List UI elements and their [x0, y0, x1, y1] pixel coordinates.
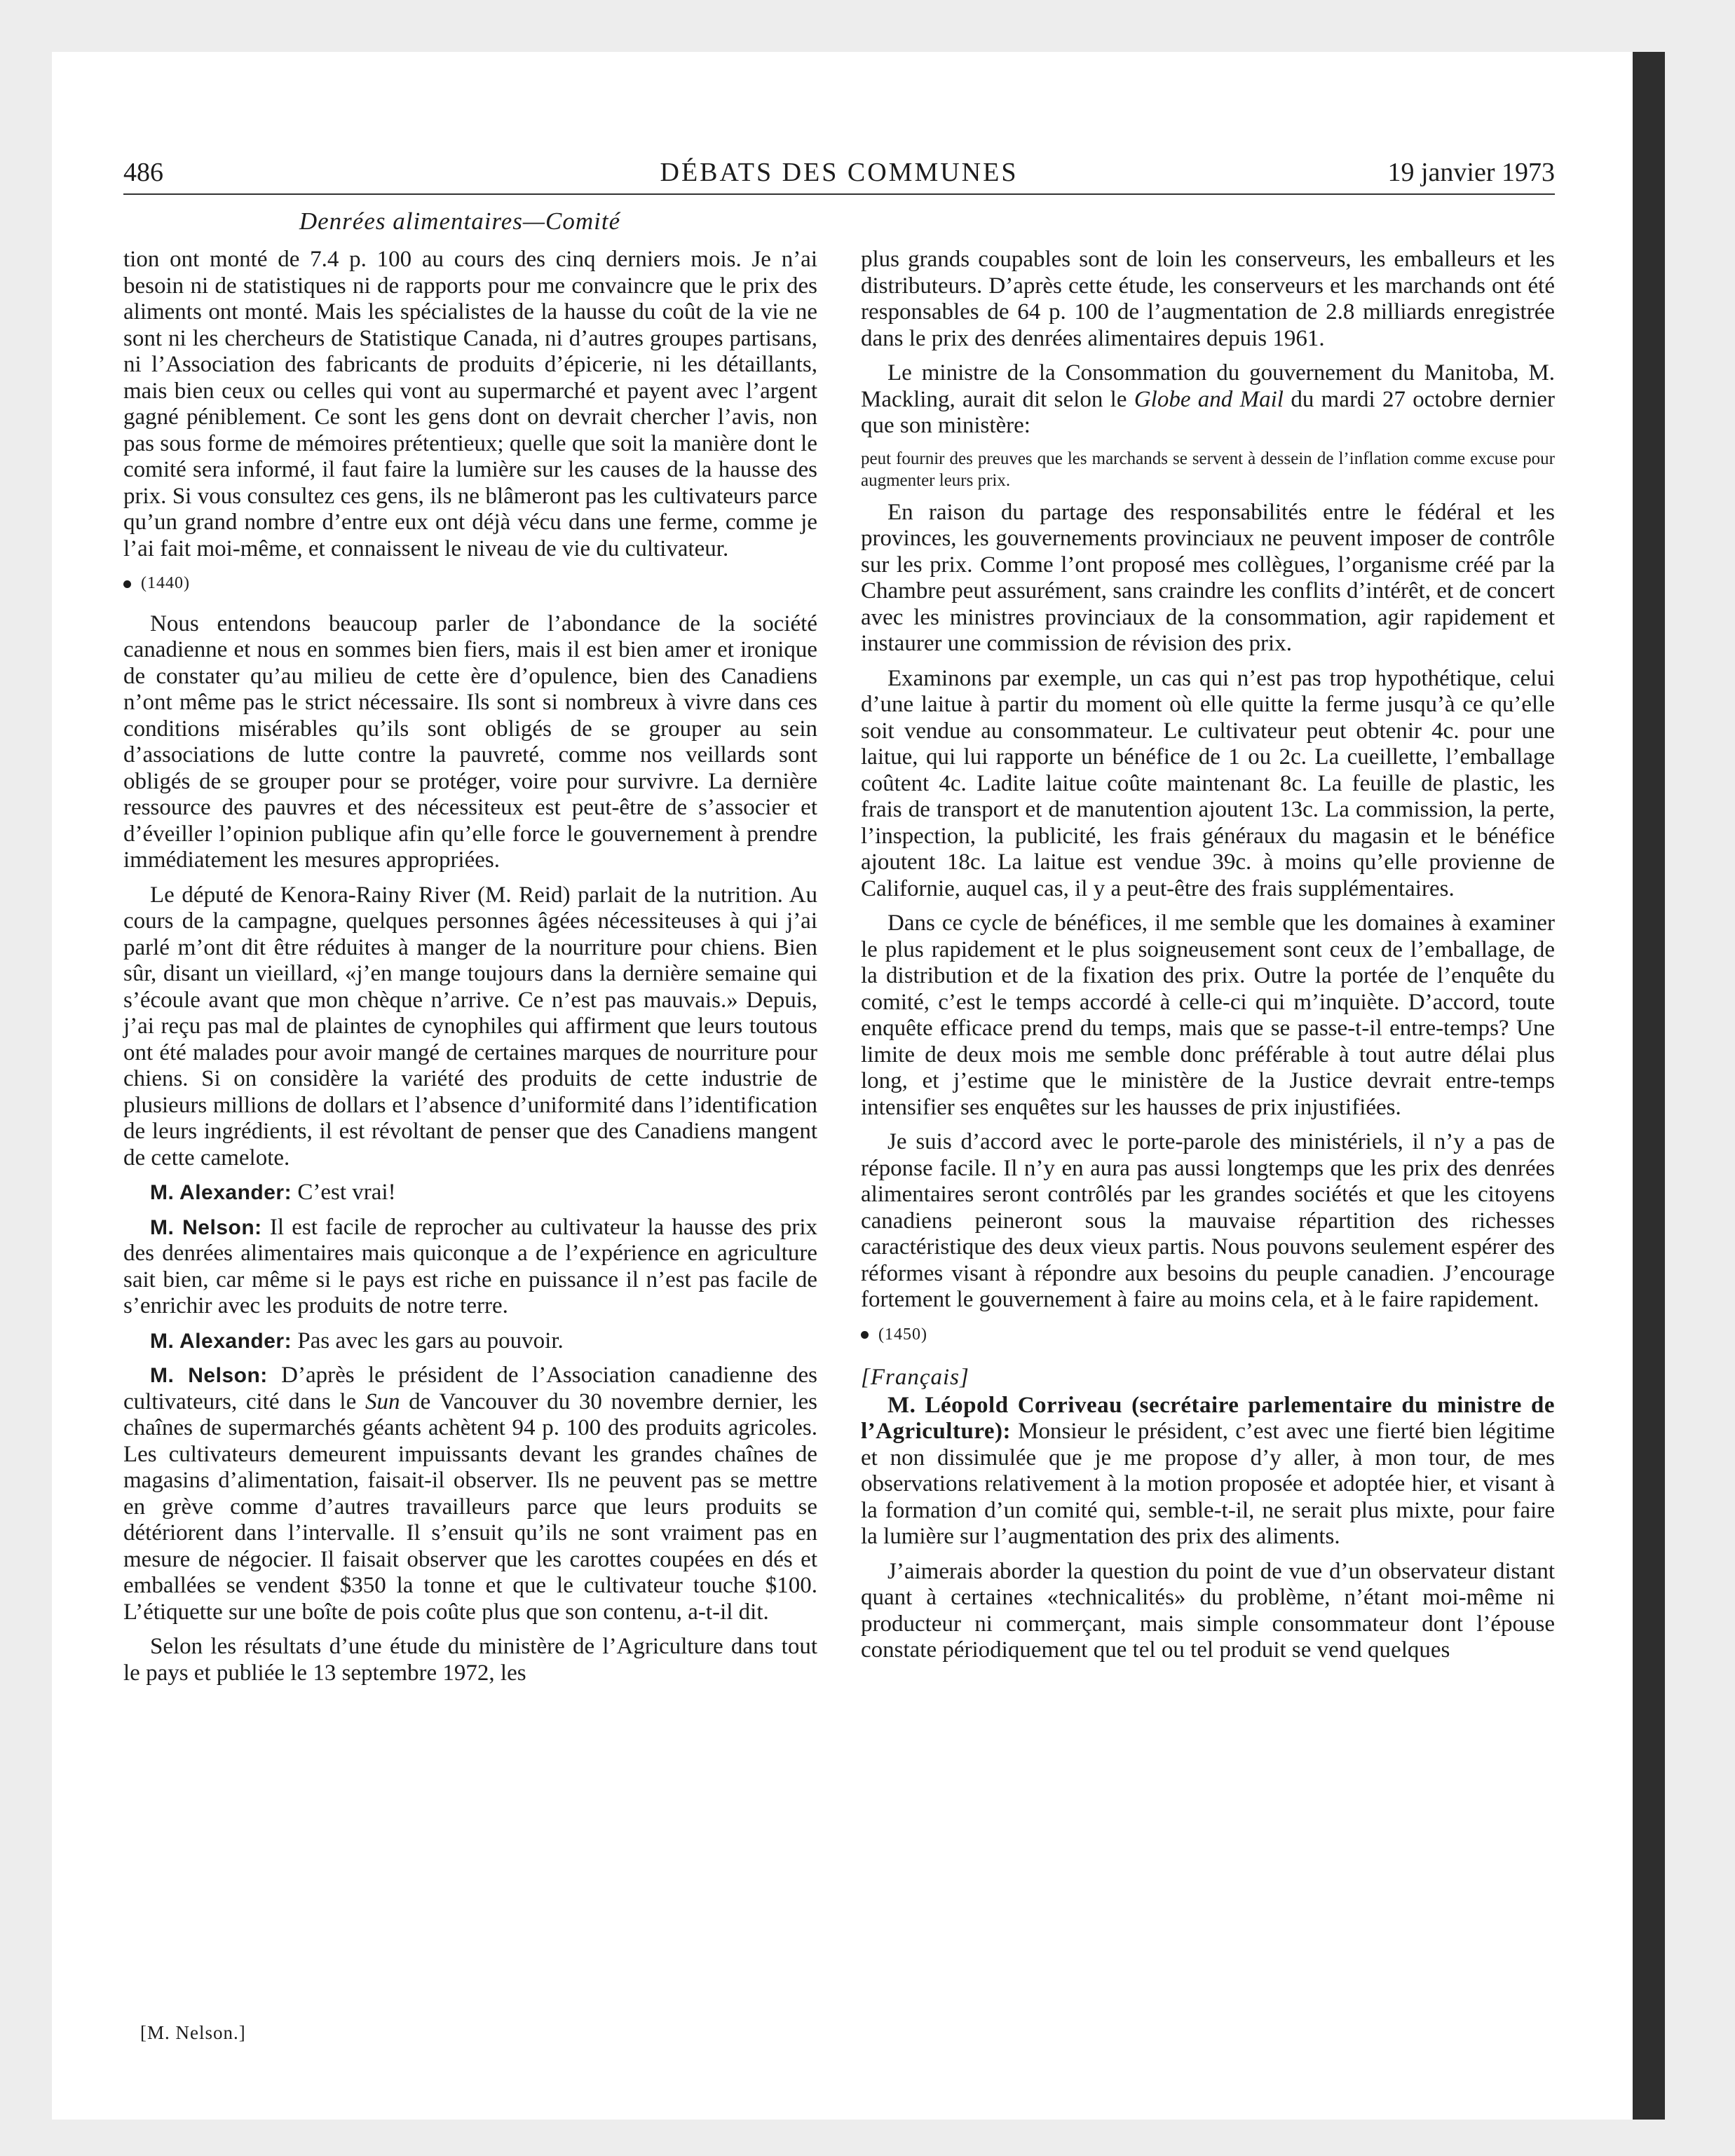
speech: [123, 1180, 817, 1206]
paragraph: [861, 360, 1555, 439]
scan-edge: [1633, 52, 1665, 2120]
speech-text: D’après le président de l’Association canadienne des cultivateurs, cité dans le: [123, 1363, 817, 1414]
speech-text: de Vancouver du 30 novembre dernier, les chaînes de supermarchés géants achètent 94 p. 100 des produits agricoles. Les cultivateurs demeurent impuissants devant les grandes chaînes de magasins d’alimentation, faisait-il observer. Ils ne peuvent pas se mettre en grève comme d’autres travailleurs parce que leurs produits se détériorent dans l’intervalle. Il s’ensuit qu’ils ne sont vraiment pas en mesure de négocier. Il faisait observer que les carottes coupées en dés et emballées se vendent $350 la tonne et que le cultivateur touche $100. L’étiquette sur une boîte de pois coûte plus que son contenu, a-t-il dit.: [123, 1389, 818, 1625]
paragraph: J’aimerais aborder la question du point de vue d’un observateur distant quant à certaines «technicalités» du problème, n’étant moi-même ni producteur ni commerçant, mais simple consommateur dont l’épouse constate périodiquement que tel ou tel produit se vend quelques: [861, 1558, 1555, 1663]
footer-speaker-note: [M. Nelson.]: [140, 2022, 246, 2043]
speaker-name: M. Léopold Corriveau (secrétaire parlementaire du ministre de l’Agriculture):: [861, 1392, 1555, 1444]
speech: [123, 1328, 817, 1355]
subject-heading: Denrées alimentaires—Comité: [299, 207, 621, 235]
bullet-icon: [861, 1331, 869, 1339]
timestamp: [123, 571, 817, 597]
timestamp: [861, 1322, 1555, 1349]
speaker-name: M. Alexander:: [150, 1181, 292, 1204]
speaker-name: M. Nelson:: [150, 1364, 268, 1387]
timestamp-label: (1450): [878, 1325, 927, 1344]
paragraph-text: du mardi 27 octobre dernier que son ministère:: [861, 386, 1556, 438]
speaker-name: M. Alexander:: [150, 1329, 292, 1353]
left-column: [123, 247, 817, 1695]
paragraph: plus grands coupables sont de loin les conserveurs, les emballeurs et les distributeurs. D’après cette étude, les conserveurs et les marchands ont été responsables de 64 p. 100 de l’augmentation de 2.8 milliards enregistrée dans le prix des denrées alimentaires depuis 1961.: [861, 247, 1555, 351]
speech: [123, 1363, 817, 1625]
speech-text: Pas avec les gars au pouvoir.: [297, 1328, 564, 1353]
newspaper-name: Globe and Mail: [1134, 386, 1284, 412]
timestamp-label: (1440): [141, 574, 190, 592]
block-quote: peut fournir des preuves que les marchands se servent à dessein de l’inflation comme excuse pour augmenter leurs prix.: [861, 449, 1555, 490]
speech-text: Il est facile de reprocher au cultivateur la hausse des prix des denrées alimentaires mais quiconque a de l’expérience en agriculture sait bien, car même si le pays est riche en puissance il n’est pas facile de s’enrichir avec les produits de notre terre.: [123, 1214, 817, 1318]
header-date: 19 janvier 1973: [1387, 158, 1555, 187]
paragraph: Dans ce cycle de bénéfices, il me semble que les domaines à examiner le plus rapidement et le plus soigneusement sont ceux de l’emballage, de la distribution et de la fixation des prix. Outre la portée de l’enquête du comité, c’est le temps accordé à celle-ci qui m’inquiète. D’accord, toute enquête efficace prend du temps, mais que se passe-t-il entre-temps? Une limite de deux mois me semble donc préférable à tout autre délai plus long, et j’estime que le ministère de la Justice devrait entre-temps intensifier ses enquêtes sur les hausses de prix injustifiées.: [861, 910, 1555, 1120]
publication-title: DÉBATS DES COMMUNES: [660, 158, 1019, 187]
newspaper-name: Sun: [365, 1389, 400, 1414]
speech-text: Monsieur le président, c’est avec une fierté bien légitime et non dissimulée que je me propose d’y aller, à mon tour, de mes observations relativement à la motion proposée et adoptée hier, et visant à la formation d’un comité qui, semble-t-il, ne serait plus mixte, pour faire la lumière sur l’augmentation des prix des aliments.: [861, 1419, 1555, 1549]
running-header: [123, 157, 1555, 195]
paragraph: Le député de Kenora-Rainy River (M. Reid) parlait de la nutrition. Au cours de la campagne, quelques personnes âgées nécessiteuses à qui j’ai parlé m’ont dit être réduites à manger de la nourriture pour chiens. Bien sûr, disant un vieillard, «j’en mange toujours dans la dernière semaine qui s’écoule avant que mon chèque n’arrive. Ce n’est pas mauvais.» Depuis, j’ai reçu pas mal de plaintes de cynophiles qui affirment que leurs toutous ont été malades pour avoir mangé de certaines marques de nourriture pour chiens. Si on considère la variété des produits de cette industrie de plusieurs millions de dollars et l’absence d’uniformité dans l’identification de leurs ingrédients, il est révoltant de penser que des Canadiens mangent de cette camelote.: [123, 882, 817, 1171]
bullet-icon: [123, 580, 131, 588]
speech: [861, 1393, 1555, 1550]
paragraph: En raison du partage des responsabilités entre le fédéral et les provinces, les gouvernements provinciaux ne peuvent imposer de contrôle sur les prix. Comme l’ont proposé mes collègues, l’organisme créé par la Chambre peut assurément, sans craindre les conflits d’intérêt, et de concert avec les ministres provinciaux de la consommation, agir rapidement et instaurer une commission de révision des prix.: [861, 499, 1555, 656]
paragraph: Selon les résultats d’une étude du ministère de l’Agriculture dans tout le pays et publiée le 13 septembre 1972, les: [123, 1634, 817, 1686]
right-column: [861, 247, 1555, 1672]
speech-text: C’est vrai!: [297, 1180, 396, 1205]
speaker-name: M. Nelson:: [150, 1215, 262, 1239]
paragraph: Je suis d’accord avec le porte-parole des ministériels, il n’y a pas de réponse facile. Il n’y en aura pas aussi longtemps que les prix des denrées alimentaires seront contrôlés par les grandes sociétés et que les citoyens canadiens peineront sous la mauvaise répartition des richesses caractéristique des deux vieux partis. Nous pouvons seulement espérer des réformes visant à répondre aux besoins du peuple canadien. J’encourage fortement le gouvernement à faire au moins cela, et à le faire rapidement.: [861, 1129, 1555, 1312]
paragraph: Nous entendons beaucoup parler de l’abondance de la société canadienne et nous en sommes bien fiers, mais il est bien amer et ironique de constater qu’au milieu de cette ère d’opulence, bien des Canadiens n’ont même pas le strict nécessaire. Ils sont si nombreux à vivre dans ces conditions misérables qu’ils sont obligés de se grouper au sein d’associations de lutte contre la pauvreté, comme nos veillards sont obligés de se grouper pour se protéger, voire pour survivre. La dernière ressource des pauvres et des nécessiteux est peut-être de s’associer et d’éveiller l’opinion publique afin qu’elle force le gouvernement à prendre immédiatement les mesures appropriées.: [123, 610, 817, 873]
paragraph: Examinons par exemple, un cas qui n’est pas trop hypothétique, celui d’une laitue à partir du moment où elle quitte la ferme jusqu’à ce qu’elle soit vendue au consommateur. Le cultivateur peut obtenir 4c. pour une laitue, qui lui rapporte un bénéfice de 1 ou 2c. La cueillette, l’emballage coûtent 4c. Ladite laitue coûte maintenant 8c. La feuille de plastic, les frais de transport et de manutention ajoutent 13c. La commission, la perte, l’inspection, la publicité, les frais généraux du magasin et le bénéfice ajoutent 18c. La laitue est vendue 39c. à moins qu’elle provienne de Californie, auquel cas, il y a peut-être des frais supplémentaires.: [861, 665, 1555, 901]
speech: [123, 1215, 817, 1320]
language-marker: [Français]: [861, 1365, 969, 1390]
page-number: 486: [123, 158, 163, 187]
paragraph-text: Le ministre de la Consommation du gouvernement du Manitoba, M. Mackling, aurait dit selon le: [861, 360, 1555, 412]
paragraph: tion ont monté de 7.4 p. 100 au cours des cinq derniers mois. Je n’ai besoin ni de statistiques ni de rapports pour me convaincre que le prix des aliments ont monté. Mais les spécialistes de la hausse du coût de la vie ne sont ni les chercheurs de Statistique Canada, ni d’autres groupes partisans, ni l’Association des fabricants de produits d’épicerie, ni les détaillants, mais bien ceux ou celles qui vont au supermarché et payent avec l’argent gagné péniblement. Ce sont les gens dont on devrait chercher l’avis, non pas sous forme de mémoires prétentieux; quelle que soit la manière dont le comité sera informé, il faut faire la lumière sur les causes de la hausse des prix. Si vous consultez ces gens, ils ne blâmeront pas les cultivateurs parce qu’un grand nombre d’entre eux ont déjà vécu dans une ferme, comme je l’ai fait moi-même, et connaissent le niveau de vie du cultivateur.: [123, 247, 817, 561]
